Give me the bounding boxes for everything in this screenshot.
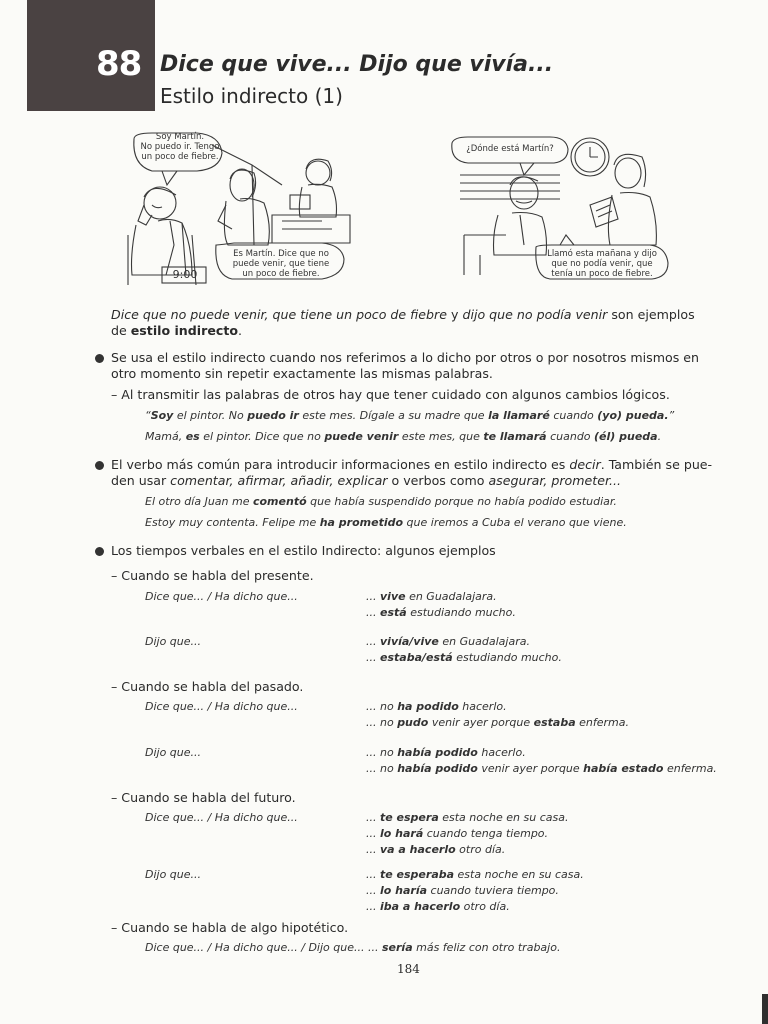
case-intro: Dijo que... [145, 868, 202, 881]
case-result: ... lo haría cuando tuviera tiempo. [366, 884, 559, 897]
case-intro: Dijo que... [145, 635, 202, 648]
case-result: ... va a hacerlo otro día. [366, 843, 506, 856]
example-felipe: Estoy muy contenta. Felipe me ha prometido que iremos a Cuba el verano que viene. [145, 516, 627, 529]
case-intro: Dice que... / Ha dicho que... / Dijo que... ... sería más feliz con otro trabajo. [145, 941, 561, 954]
bullet-icon [95, 461, 104, 470]
bullet-icon [95, 547, 104, 556]
section3-heading: Los tiempos verbales en el estilo Indirecto: algunos ejemplos [111, 543, 496, 558]
case-result: ... lo hará cuando tenga tiempo. [366, 827, 549, 840]
section2-line-2: den usar comentar, afirmar, añadir, explicar o verbos como asegurar, prometer... [111, 473, 621, 488]
case-pasado-label: – Cuando se habla del pasado. [111, 679, 304, 694]
case-result: ... no pudo venir ayer porque estaba enferma. [366, 716, 629, 729]
chapter-number: 88 [96, 44, 142, 84]
section2-line-1: El verbo más común para introducir informaciones en estilo indirecto es decir. También se pue- [111, 457, 713, 472]
speech-bubble-martin: Soy Martín. No puedo ir. Tengo un poco de fiebre. [140, 132, 220, 162]
chapter-subtitle: Estilo indirecto (1) [160, 84, 343, 108]
case-result: ... está estudiando mucho. [366, 606, 516, 619]
illustration-phone-call [122, 125, 354, 290]
example-juan: El otro día Juan me comentó que había suspendido porque no había podido estudiar. [145, 495, 617, 508]
case-result: ... no había podido hacerlo. [366, 746, 526, 759]
case-result: ... estaba/está estudiando mucho. [366, 651, 562, 664]
case-hipotetico-label: – Cuando se habla de algo hipotético. [111, 920, 349, 935]
case-result: ... iba a hacerlo otro día. [366, 900, 510, 913]
case-result: ... no ha podido hacerlo. [366, 700, 507, 713]
page-edge-shadow [762, 994, 768, 1024]
intro-line-1: Dice que no puede venir, que tiene un poco de fiebre y dijo que no podía venir son ejemplos [111, 307, 695, 322]
case-result: ... te esperaba esta noche en su casa. [366, 868, 584, 881]
speech-bubble-answer: Llamó esta mañana y dijo que no podía venir, que tenía un poco de fiebre. [547, 249, 657, 279]
example-painter-direct: “Soy el pintor. No puedo ir este mes. Dígale a su madre que la llamaré cuando (yo) pueda.” [145, 409, 675, 422]
chapter-title: Dice que vive... Dijo que vivía... [160, 52, 554, 77]
section1-sub: – Al transmitir las palabras de otros hay que tener cuidado con algunos cambios lógicos. [111, 387, 670, 402]
intro-line-2: de estilo indirecto. [111, 323, 243, 338]
example-painter-indirect: Mamá, es el pintor. Dice que no puede venir este mes, que te llamará cuando (él) pueda. [145, 430, 662, 443]
case-futuro-label: – Cuando se habla del futuro. [111, 790, 296, 805]
section1-line-1: Se usa el estilo indirecto cuando nos referimos a lo dicho por otros o por nosotros mismos en [111, 350, 699, 365]
bullet-icon [95, 354, 104, 363]
illustration-office-question [450, 135, 672, 283]
case-intro: Dice que... / Ha dicho que... [145, 700, 298, 713]
case-intro: Dice que... / Ha dicho que... [145, 590, 298, 603]
case-result: ... vive en Guadalajara. [366, 590, 497, 603]
case-intro: Dijo que... [145, 746, 202, 759]
speech-bubble-colleague: Es Martín. Dice que no puede venir, que tiene un poco de fiebre. [232, 249, 330, 279]
page-number: 184 [397, 962, 420, 976]
section1-line-2: otro momento sin repetir exactamente las mismas palabras. [111, 366, 493, 381]
case-intro: Dice que... / Ha dicho que... [145, 811, 298, 824]
case-presente-label: – Cuando se habla del presente. [111, 568, 314, 583]
desk-clock-display: 9:00 [172, 268, 198, 281]
case-result: ... te espera esta noche en su casa. [366, 811, 569, 824]
speech-bubble-question: ¿Dónde está Martín? [466, 144, 554, 154]
case-result: ... vivía/vive en Guadalajara. [366, 635, 530, 648]
case-result: ... no había podido venir ayer porque había estado enferma. [366, 762, 717, 775]
